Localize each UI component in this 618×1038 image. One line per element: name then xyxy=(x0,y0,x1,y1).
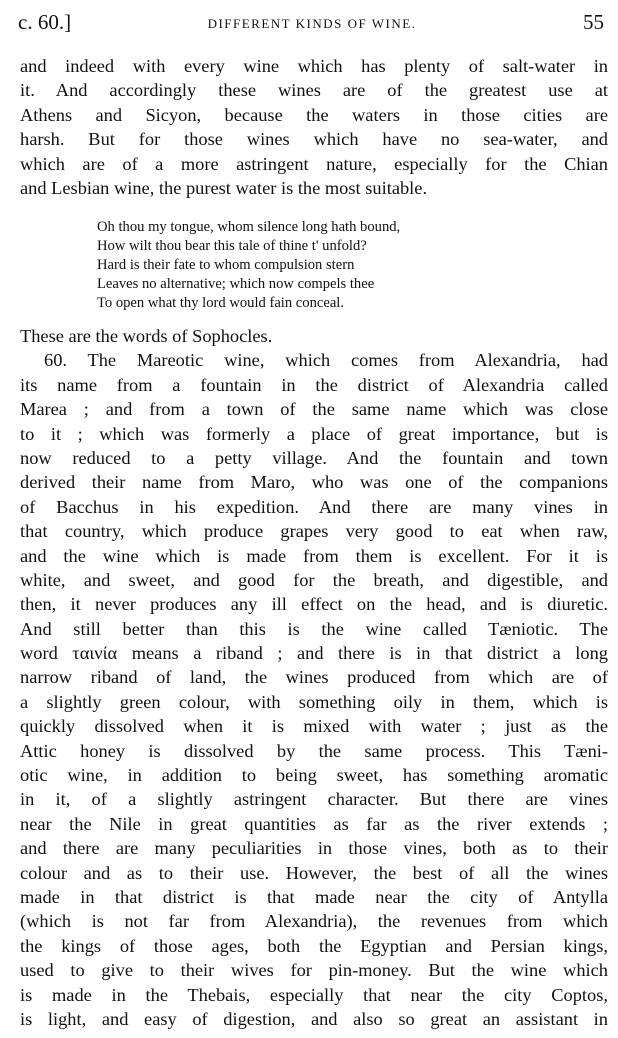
paragraph-salt-water xyxy=(20,54,608,200)
text-line: then, it never produces any ill effect on the head, and is diuretic. xyxy=(20,594,608,615)
text-line: that country, which produce grapes very good to eat when raw, xyxy=(20,521,608,542)
text-line: word ταινία means a riband ; and there is in that district a long xyxy=(20,643,608,664)
text-line: derived their name from Maro, who was one of the companions xyxy=(20,472,608,493)
chapter-reference: c. 60.] xyxy=(18,10,72,34)
text-line: quickly dissolved when it is mixed with water ; just as the xyxy=(20,716,608,737)
text-line: now reduced to a petty village. And the fountain and town xyxy=(20,447,608,468)
text-line: (which is not far from Alexandria), the revenues from which xyxy=(20,911,608,932)
text-line: is made in the Thebais, especially that near the city Coptos, xyxy=(20,984,608,1005)
text-line: Marea ; and from a town of the same name which was close xyxy=(20,399,608,420)
text-line: of Bacchus in his expedition. And there are many vines in xyxy=(20,496,608,517)
text-line: to it ; which was formerly a place of great importance, but is xyxy=(20,423,608,444)
paragraph-mareotic-wine xyxy=(20,324,608,1031)
verse-line: Hard is their fate to whom compulsion stern xyxy=(97,257,355,273)
verse-line: How wilt thou bear this tale of thine t' unfold? xyxy=(97,238,367,254)
text-line: which are of a more astringent nature, especially for the Chian xyxy=(20,153,608,174)
attribution-line: These are the words of Sophocles. xyxy=(20,326,273,346)
text-line: made in that district is that made near the city of Antylla xyxy=(20,886,608,907)
text-line: white, and sweet, and good for the breath, and digestible, and xyxy=(20,569,608,590)
text-line: its name from a fountain in the district of Alexandria called xyxy=(20,374,608,395)
text-line: it. And accordingly these wines are of the greatest use at xyxy=(20,80,608,101)
running-header xyxy=(18,10,606,40)
text-line: is light, and easy of digestion, and also so great an assistant in xyxy=(20,1008,608,1029)
verse-line: Oh thou my tongue, whom silence long hath bound, xyxy=(97,219,401,235)
text-line: in it, of a slightly astringent character. But there are vines xyxy=(20,789,608,810)
text-line: and indeed with every wine which has plenty of salt-water in xyxy=(20,56,608,76)
text-line: harsh. But for those wines which have no sea-water, and xyxy=(20,129,608,150)
text-line: otic wine, in addition to being sweet, has something aromatic xyxy=(20,765,608,786)
verse-line: Leaves no alternative; which now compels thee xyxy=(97,276,375,292)
verse-line: To open what thy lord would fain conceal. xyxy=(97,295,345,311)
text-line: Athens and Sicyon, because the waters in those cities are xyxy=(20,104,608,125)
text-line: near the Nile in great quantities as far as the river extends ; xyxy=(20,813,608,834)
page-number: 55 xyxy=(583,10,604,34)
text-line: used to give to their wives for pin-money. But the wine which xyxy=(20,960,608,981)
text-line: and Lesbian wine, the purest water is the most suitable. xyxy=(20,177,428,198)
text-line: Attic honey is dissolved by the same process. This Tæni- xyxy=(20,740,608,761)
text-line: narrow riband of land, the wines produced from which are of xyxy=(20,667,608,688)
verse-quotation xyxy=(97,218,517,313)
running-title: DIFFERENT KINDS OF WINE. xyxy=(207,16,417,31)
text-line: And still better than this is the wine called Tæniotic. The xyxy=(20,618,608,639)
text-line: and there are many peculiarities in those vines, both as to their xyxy=(20,838,608,859)
text-line: and the wine which is made from them is excellent. For it is xyxy=(20,545,608,566)
text-line: a slightly green colour, with something oily in them, which is xyxy=(20,691,608,712)
text-line: the kings of those ages, both the Egyptian and Persian kings, xyxy=(20,935,608,956)
text-line: 60. The Mareotic wine, which comes from Alexandria, had xyxy=(44,350,608,371)
text-line: colour and as to their use. However, the best of all the wines xyxy=(20,862,608,883)
